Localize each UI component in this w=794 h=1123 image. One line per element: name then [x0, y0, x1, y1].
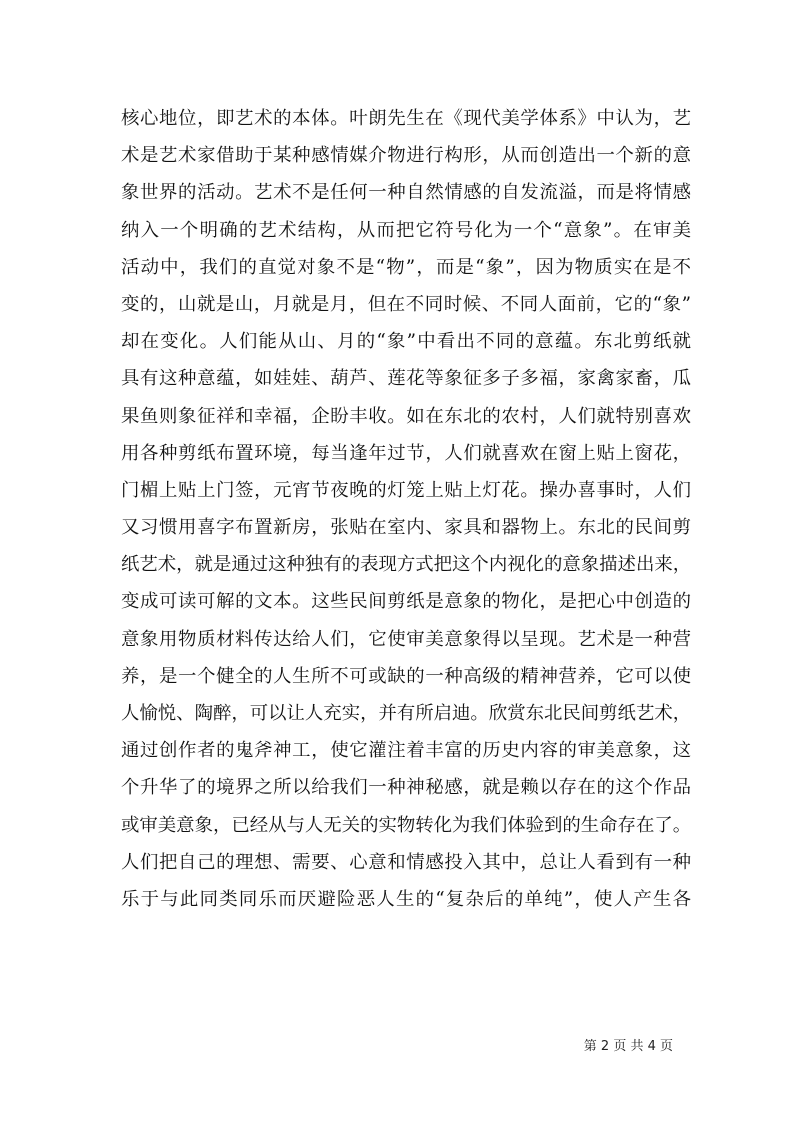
text-line: 用各种剪纸布置环境，每当逢年过节，人们就喜欢在窗上贴上窗花， [121, 442, 691, 464]
text-line: 变的，山就是山，月就是月，但在不同时候、不同人面前，它的“象” [121, 293, 691, 315]
text-line: 个升华了的境界之所以给我们一种神秘感，就是赖以存在的这个作品 [121, 777, 691, 799]
text-line: 人愉悦、陶醉，可以让人充实，并有所启迪。欣赏东北民间剪纸艺术， [121, 703, 691, 724]
text-line: 乐于与此同类同乐而厌避险恶人生的“复杂后的单纯”，使人产生各 [121, 888, 691, 910]
body-paragraph [121, 100, 691, 918]
text-line: 核心地位，即艺术的本体。叶朗先生在《现代美学体系》中认为，艺 [121, 108, 691, 129]
text-line: 人们把自己的理想、需要、心意和情感投入其中，总让人看到有一种 [121, 851, 691, 873]
text-line: 具有这种意蕴，如娃娃、葫芦、莲花等象征多子多福，家禽家畜，瓜 [121, 368, 691, 390]
text-line: 通过创作者的鬼斧神工，使它灌注着丰富的历史内容的审美意象，这 [121, 740, 691, 762]
text-line: 门楣上贴上门签，元宵节夜晚的灯笼上贴上灯花。操办喜事时，人们 [121, 479, 691, 501]
text-line: 果鱼则象征祥和幸福，企盼丰收。如在东北的农村，人们就特别喜欢 [121, 405, 691, 427]
text-line: 或审美意象，已经从与人无关的实物转化为我们体验到的生命存在了。 [121, 814, 691, 836]
text-line: 养，是一个健全的人生所不可或缺的一种高级的精神营养，它可以使 [121, 665, 691, 687]
text-line: 术是艺术家借助于某种感情媒介物进行构形，从而创造出一个新的意 [121, 145, 691, 167]
text-line: 又习惯用喜字布置新房，张贴在室内、家具和器物上。东北的民间剪 [121, 517, 691, 539]
page-number-footer: 第 2 页 共 4 页 [583, 1039, 673, 1054]
text-line: 变成可读可解的文本。这些民间剪纸是意象的物化，是把心中创造的 [121, 591, 691, 613]
text-line: 纸艺术，就是通过这种独有的表现方式把这个内视化的意象描述出来， [121, 554, 691, 576]
text-line: 纳入一个明确的艺术结构，从而把它符号化为一个“意象”。在审美 [121, 219, 691, 241]
text-line: 却在变化。人们能从山、月的“象”中看出不同的意蕴。东北剪纸就 [121, 331, 691, 353]
text-line: 象世界的活动。艺术不是任何一种自然情感的自发流溢，而是将情感 [121, 182, 691, 204]
text-line: 意象用物质材料传达给人们，它使审美意象得以呈现。艺术是一种营 [121, 628, 691, 650]
text-line: 活动中，我们的直觉对象不是“物”，而是“象”，因为物质实在是不 [121, 256, 691, 278]
